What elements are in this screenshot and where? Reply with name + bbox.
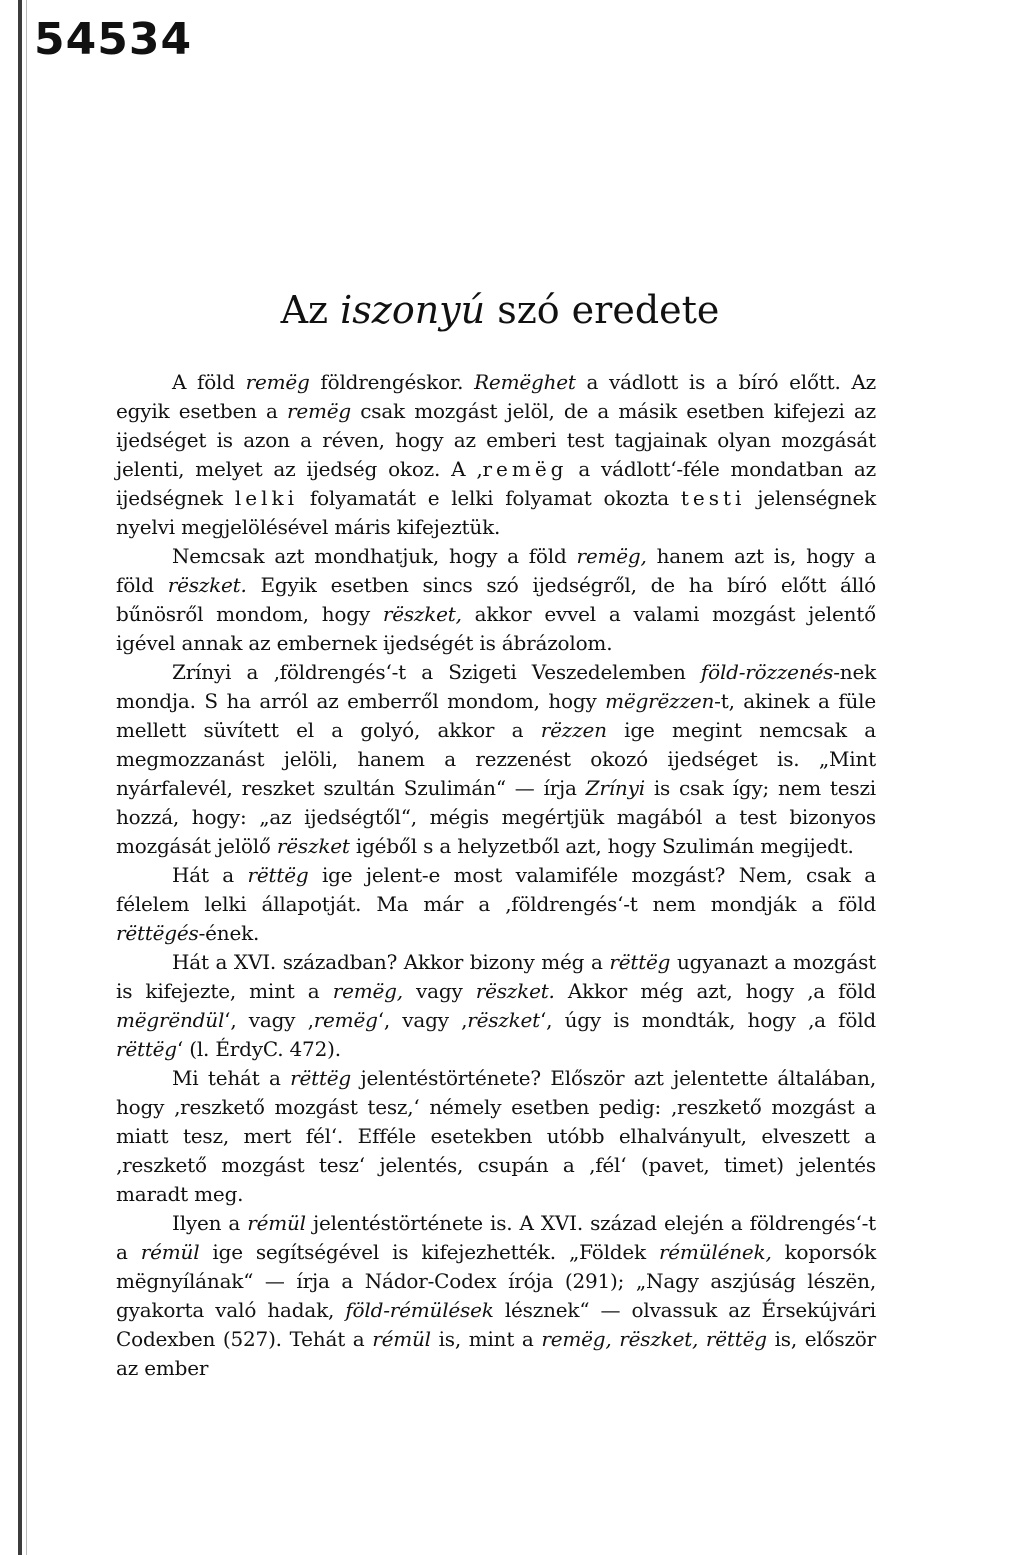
text-run: akkor evvel a valami mozgást jelentő igével annak az embernek ijedségét is ábrázolom.	[116, 602, 876, 655]
text-run: Hát a XVI. században? Akkor bizony még a	[172, 950, 610, 974]
italic-term: mëgrëndül	[116, 1008, 225, 1032]
italic-term: remëg,	[576, 544, 647, 568]
italic-term: Remëghet	[474, 370, 576, 394]
text-run: ige jelent-e most valamiféle mozgást? Nem, csak a félelem lelki állapotját. Ma már a ‚földrengés‘-t nem mondják a föld	[116, 863, 876, 916]
italic-term: rémül	[372, 1327, 431, 1351]
italic-term: rëszket	[467, 1008, 541, 1032]
paragraph	[116, 1064, 876, 1209]
italic-term: rëttëg	[609, 950, 671, 974]
title-word-3: szó eredete	[497, 288, 720, 332]
page-title	[0, 288, 1000, 332]
text-run: vagy	[402, 979, 476, 1003]
italic-term: rëszket	[276, 834, 350, 858]
text-run: Zrínyi a ‚földrengés‘-t a Szigeti Veszedelemben	[172, 660, 701, 684]
italic-term: rëszket.	[167, 573, 247, 597]
italic-term: rëszket.	[475, 979, 555, 1003]
text-run: ‘, úgy is mondták, hogy ‚a föld	[540, 1008, 876, 1032]
paragraph	[116, 542, 876, 658]
text-run: Nemcsak azt mondhatjuk, hogy a föld	[172, 544, 577, 568]
italic-term: rëttëg	[290, 1066, 352, 1090]
text-run: igéből s a helyzetből azt, hogy Szulimán megijedt.	[349, 834, 854, 858]
title-word-2: iszonyú	[340, 288, 486, 332]
text-run: is, először az ember	[116, 1327, 876, 1380]
italic-term: remëg,	[332, 979, 403, 1003]
text-run: -ének.	[198, 921, 260, 945]
text-run: a vádlott is a bíró előtt. Az egyik esetben a	[116, 370, 877, 423]
text-run: ugyanazt a mozgást is kifejezte, mint a	[116, 950, 876, 1003]
text-run: jelentéstörténete is. A XVI. század elején a földrengés‘-t a	[116, 1211, 876, 1264]
scan-binding-shadow	[26, 0, 27, 1555]
italic-term: föld-rözzenés	[700, 660, 834, 684]
italic-term: remëg	[287, 399, 352, 423]
text-run: Akkor még azt, hogy ‚a föld	[554, 979, 877, 1003]
spaced-term: remëg	[482, 457, 568, 481]
italic-term: rëttëg	[116, 1037, 177, 1061]
article-body	[116, 368, 876, 1383]
text-run: -nek mondja. S ha arról az emberről mondom, hogy	[116, 660, 876, 713]
text-run: a vádlott‘-féle mondatban az ijedségnek	[116, 457, 876, 510]
text-run: ige segítségével is kifejezhették. „Földek	[199, 1240, 659, 1264]
text-run: koporsók mëgnyílának“ — írja a Nádor-Codex írója (291); „Nagy aszjúság lészën, gyakorta való hadak,	[116, 1240, 877, 1322]
text-run: hanem azt is, hogy a föld	[116, 544, 876, 597]
italic-term: föld-rémülések	[345, 1298, 494, 1322]
text-run: -t, akinek a füle mellett süvített el a golyó, akkor a	[116, 689, 876, 742]
paragraph	[116, 1209, 876, 1383]
scan-binding-edge	[18, 0, 22, 1555]
paragraph	[116, 948, 876, 1064]
spaced-term: testi	[680, 486, 746, 510]
text-run: ‘, vagy ‚	[377, 1008, 468, 1032]
italic-term: remëg	[245, 370, 310, 394]
italic-term: rémül	[247, 1211, 306, 1235]
text-run: Ilyen a	[172, 1211, 248, 1235]
text-run: folyamatát e lelki folyamat okozta	[298, 486, 681, 510]
italic-term: Zrínyi	[585, 776, 645, 800]
italic-term: rémül	[140, 1240, 200, 1264]
text-run: földrengéskor.	[309, 370, 475, 394]
spaced-term: lelki	[234, 486, 299, 510]
italic-term: rëttëg	[247, 863, 309, 887]
italic-term: rëttëgés	[116, 921, 199, 945]
text-run: Mi tehát a	[172, 1066, 291, 1090]
italic-term: mëgrëzzen	[605, 689, 715, 713]
text-run: ‘ (l. ÉrdyC. 472).	[176, 1037, 341, 1061]
italic-term: rëszket,	[382, 602, 462, 626]
italic-term: rëzzen	[540, 718, 607, 742]
paragraph	[116, 368, 876, 542]
text-run: jelentéstörténete? Először azt jelentette általában, hogy ‚reszkető mozgást tesz,‘ némely esetben pedig: ‚reszkető mozgást a miatt tesz, mert fél‘. Efféle esetekben utóbb elhalványult, elveszett a ‚reszkető mozgást tesz‘ jelentés, csupán a ‚fél‘ (pavet, timet) jelentés maradt meg.	[116, 1066, 876, 1206]
paragraph	[116, 861, 876, 948]
text-run: ige megint nemcsak a megmozzanást jelöli, hanem a rezzenést okozó ijedséget is. „Mint nyárfalevél, reszket szultán Szulimán“ — írja	[116, 718, 876, 800]
text-run: jelenségnek nyelvi megjelölésével máris kifejeztük.	[116, 486, 876, 539]
text-run: lésznek“ — olvassuk az Érsekújvári Codexben (527). Tehát a	[116, 1298, 877, 1351]
text-run: Egyik esetben sincs szó ijedségről, de ha bíró előtt álló bűnösről mondom, hogy	[116, 573, 876, 626]
italic-term: remëg, rëszket, rëttëg	[541, 1327, 767, 1351]
text-run: A föld	[172, 370, 246, 394]
italic-term: rémülének,	[658, 1240, 772, 1264]
text-run: csak mozgást jelöl, de a másik esetben kifejezi az ijedséget is azon a réven, hogy az emberi test tagjainak olyan mozgását jelenti, melyet az ijedség okoz. A ‚	[116, 399, 876, 481]
title-word-1: Az	[280, 288, 329, 332]
italic-term: remëg	[313, 1008, 378, 1032]
catalog-number: 54534	[34, 14, 193, 65]
text-run: Hát a	[172, 863, 248, 887]
text-run: is, mint a	[430, 1327, 542, 1351]
paragraph	[116, 658, 876, 861]
text-run: ‘, vagy ‚	[224, 1008, 314, 1032]
text-run: is csak így; nem teszi hozzá, hogy: „az ijedségtől“, mégis megértjük magából a test bizonyos mozgását jelölő	[116, 776, 877, 858]
